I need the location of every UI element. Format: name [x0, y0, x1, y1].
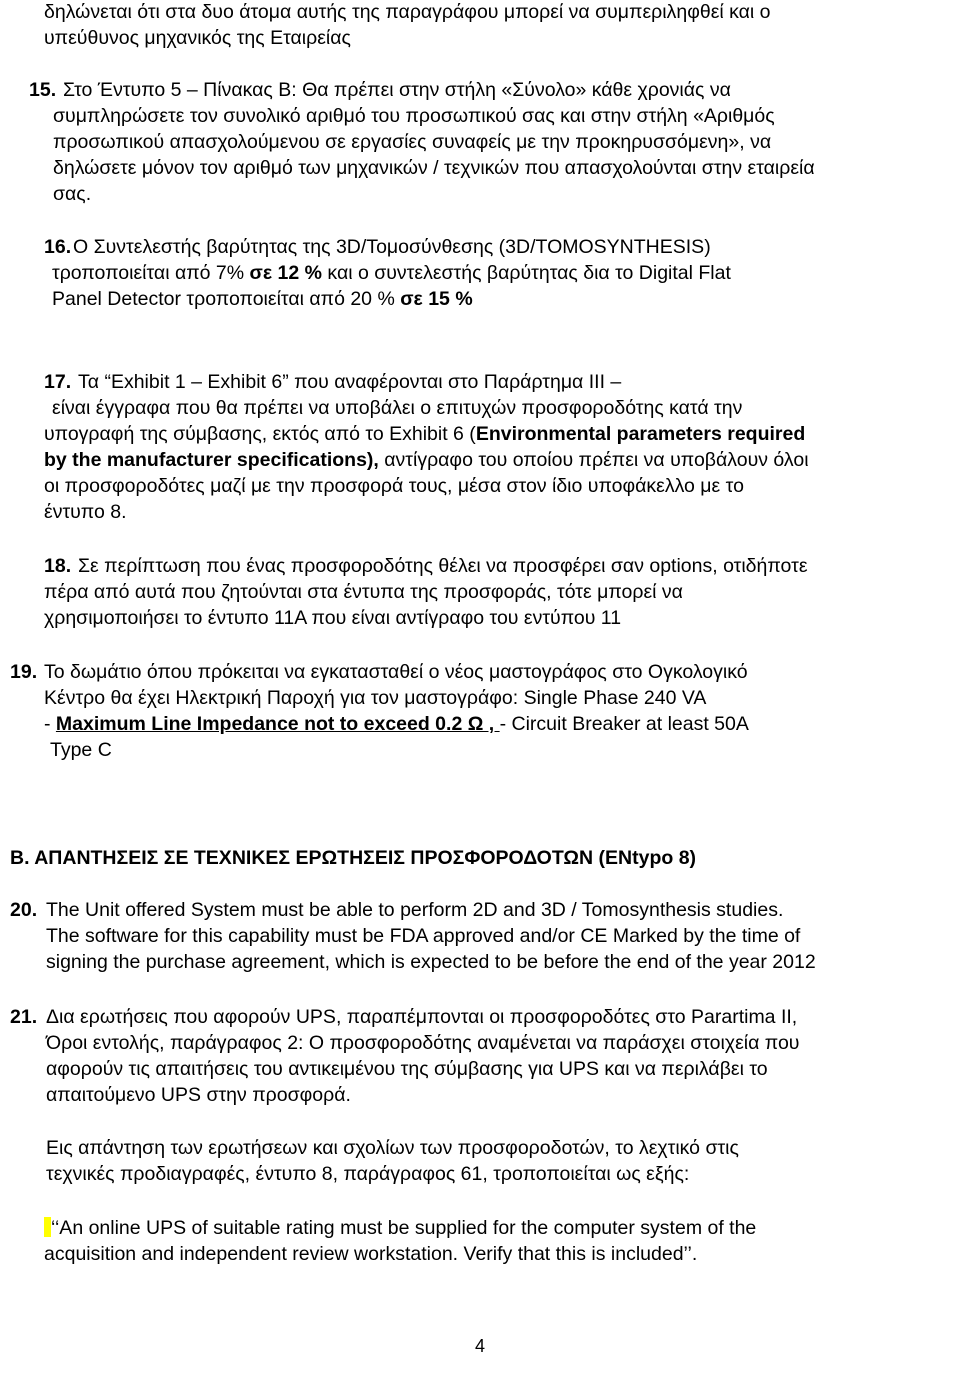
text-line: Δια ερωτήσεις που αφορούν UPS, παραπέμπονται οι προσφοροδότες στο Parartima II,	[46, 1006, 798, 1028]
text-line: Το δωμάτιο όπου πρόκειται να εγκατασταθεί ο νέος μαστογράφος στο Ογκολογικό	[44, 661, 748, 683]
text-line: χρησιμοποιήσει το έντυπο 11Α που είναι αντίγραφο του εντύπου 11	[44, 607, 622, 629]
text-line: απαιτούμενο UPS στην προσφορά.	[46, 1084, 351, 1106]
bold-text: Environmental parameters required	[475, 423, 806, 445]
item-number: 17.	[44, 371, 72, 393]
text-line: Κέντρο θα έχει Ηλεκτρική Παροχή για τον μαστογράφο: Single Phase 240 VA	[44, 687, 707, 709]
item-number: 16.	[44, 236, 72, 258]
text-line: τεχνικές προδιαγραφές, έντυπο 8, παράγραφος 61, τροποποιείται ως εξής:	[46, 1163, 690, 1185]
bold-text: σε 15 %	[400, 288, 473, 310]
list-item-20	[0, 897, 960, 975]
text-span: τροποποιείται από 7%	[52, 262, 250, 284]
text-line: πέρα από αυτά που ζητούνται στα έντυπα της προσφοράς, τότε μπορεί να	[44, 581, 683, 603]
text-line: είναι έγγραφα που θα πρέπει να υποβάλει ο επιτυχών προσφοροδότης κατά την	[52, 397, 743, 419]
text-line: έντυπο 8.	[44, 501, 127, 523]
list-item-18	[0, 553, 960, 631]
text-line: Ο Συντελεστής βαρύτητας της 3D/Τομοσύνθεσης (3D/TOMOSYNTHESIS)	[73, 236, 711, 258]
list-item-19	[0, 659, 960, 763]
text-line: δηλώνεται ότι στα δυο άτομα αυτής της παραγράφου μπορεί να συμπεριληφθεί και ο	[44, 1, 771, 23]
quoted-specification	[44, 1215, 958, 1267]
text-line: προσωπικού απασχολούμενου σε εργασίες συναφείς με την προκηρυσσόμενη», να	[53, 131, 772, 153]
bold-text: by the manufacturer specifications),	[44, 449, 379, 471]
text-line: Σε περίπτωση που ένας προσφοροδότης θέλει να προσφέρει σαν options, οτιδήποτε	[78, 555, 808, 577]
text-span: Panel Detector τροποποιείται από 20 %	[52, 288, 401, 310]
text-line: συμπληρώσετε τον συνολικό αριθμό του προσωπικού σας και στην στήλη «Αριθμός	[53, 105, 775, 127]
text-line: The software for this capability must be FDA approved and/or CE Marked by the time of	[46, 925, 801, 947]
continuation-paragraph	[44, 0, 956, 51]
text-span: - Circuit Breaker at least 50A	[499, 713, 749, 735]
text-span: υπογραφή της σύμβασης, εκτός από το Exhibit 6 (	[44, 423, 476, 445]
text-line: signing the purchase agreement, which is expected to be before the end of the year 2012	[46, 951, 816, 973]
text-line: οι προσφοροδότες μαζί με την προσφορά τους, μέσα στον ίδιο υποφάκελλο με το	[44, 475, 744, 497]
text-line: Τα “Exhibit 1 – Exhibit 6” που αναφέρονται στο Παράρτημα ΙΙΙ –	[78, 371, 622, 393]
item-number: 15.	[29, 79, 57, 101]
page-number: 4	[474, 1336, 485, 1356]
list-item-15	[0, 77, 960, 207]
response-paragraph	[46, 1135, 956, 1187]
text-line: Type C	[50, 739, 112, 761]
bold-underlined-text: Maximum Line Impedance not to exceed 0.2 Ω ,	[55, 713, 500, 735]
text-line: Όροι εντολής, παράγραφος 2: Ο προσφοροδότης αναμένεται να παράσχει στοιχεία που	[46, 1032, 800, 1054]
list-item-16	[0, 234, 960, 312]
section-heading: Β. ΑΠΑΝΤΗΣΕΙΣ ΣΕ ΤΕΧΝΙΚΕΣ ΕΡΩΤΗΣΕΙΣ ΠΡΟΣΦΟΡΟΔΟΤΩΝ (ENtypo 8)	[10, 847, 697, 869]
text-line: υπεύθυνος μηχανικός της Εταιρείας	[44, 27, 351, 49]
list-item-21	[0, 1004, 960, 1108]
text-line: Εις απάντηση των ερωτήσεων και σχολίων των προσφοροδοτών, το λεχτικό στις	[46, 1137, 739, 1159]
item-number: 19.	[10, 661, 38, 683]
text-span: αντίγραφο του οποίου πρέπει να υποβάλουν όλοι	[378, 449, 809, 471]
text-line: αφορούν τις απαιτήσεις του αντικειμένου της σύμβασης για UPS και να περιλάβει το	[46, 1058, 768, 1080]
item-number: 18.	[44, 555, 72, 577]
text-line: δηλώσετε μόνον τον αριθμό των μηχανικών / τεχνικών που απασχολούνται στην εταιρεία	[53, 157, 815, 179]
list-item-17	[0, 369, 960, 525]
item-number: 21.	[10, 1006, 38, 1028]
text-span: και ο συντελεστής βαρύτητας δια το Digital Flat	[322, 262, 731, 284]
bold-text: σε 12 %	[249, 262, 323, 284]
text-line: Στο Έντυπο 5 – Πίνακας Β: Θα πρέπει στην στήλη «Σύνολο» κάθε χρονιάς να	[63, 79, 731, 101]
item-number: 20.	[10, 899, 38, 921]
text-line: The Unit offered System must be able to perform 2D and 3D / Tomosynthesis studies.	[46, 899, 784, 921]
text-line: ‘‘An online UPS of suitable rating must be supplied for the computer system of the	[51, 1217, 757, 1239]
text-line: σας.	[53, 183, 92, 205]
text-line: acquisition and independent review workstation. Verify that this is included’’.	[44, 1243, 698, 1265]
text-span: -	[44, 713, 56, 735]
highlight-mark	[44, 1217, 51, 1237]
